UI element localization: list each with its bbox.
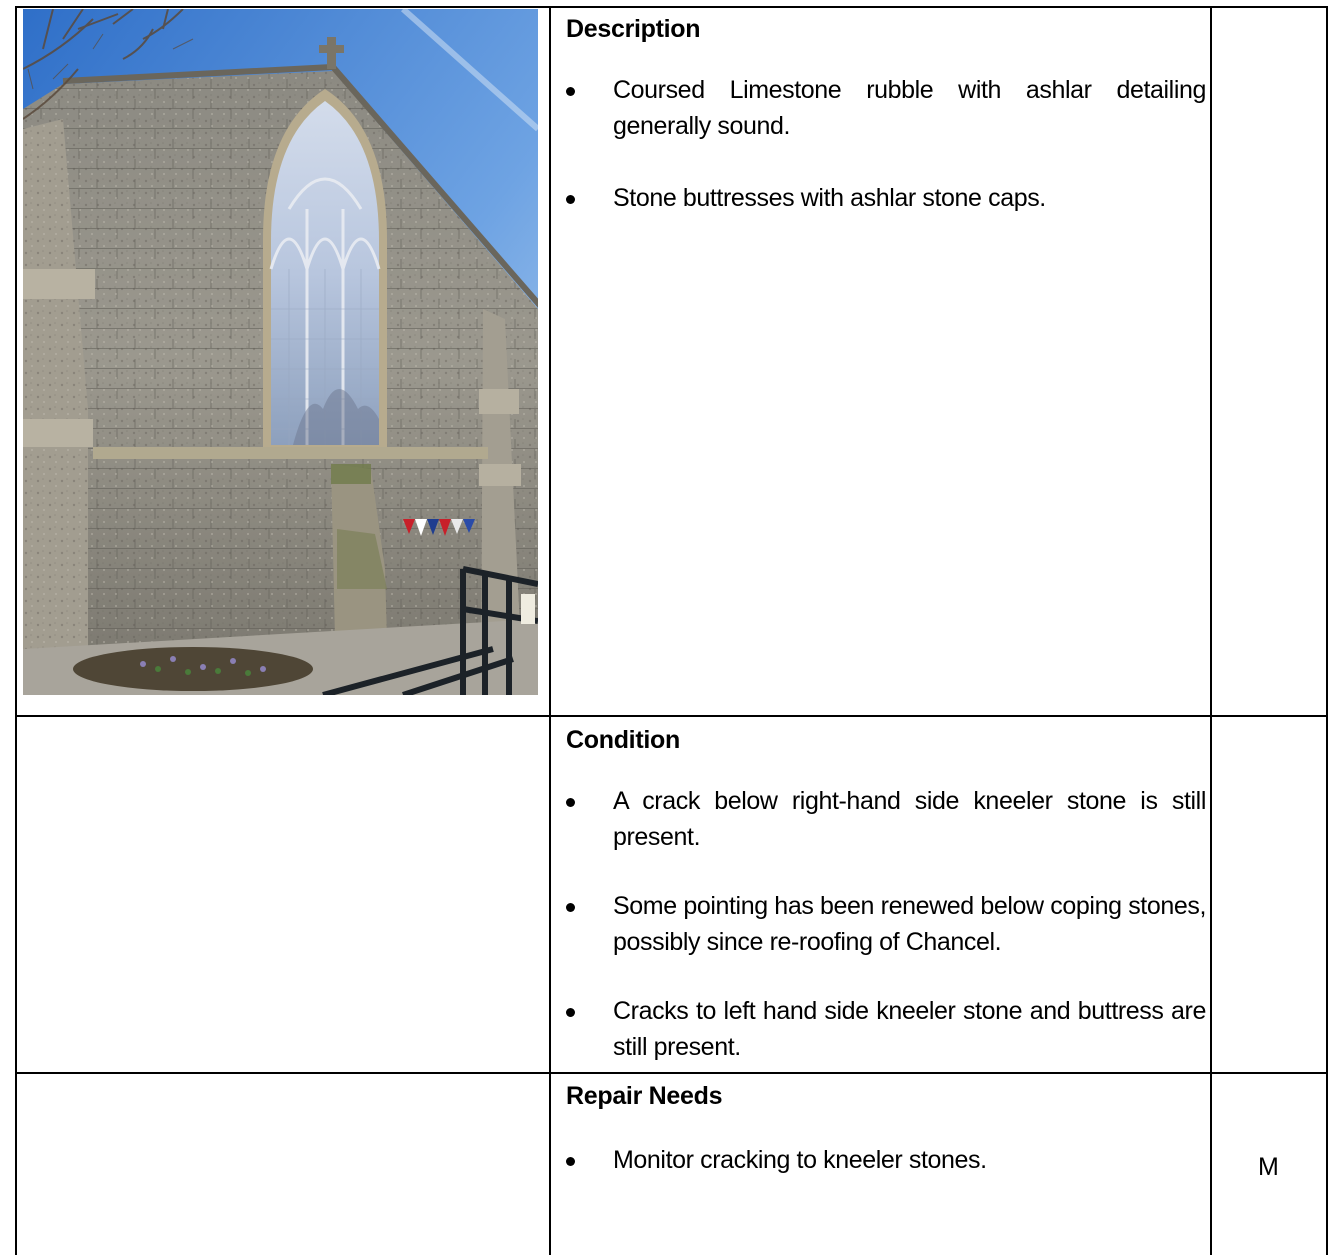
condition-item: A crack below right-hand side kneeler stone is still present. bbox=[566, 783, 1206, 888]
bullet-icon bbox=[566, 1008, 575, 1017]
repair-heading: Repair Needs bbox=[566, 1082, 723, 1110]
repair-section bbox=[566, 1081, 1206, 1178]
church-gable-photo bbox=[23, 9, 538, 695]
repair-item: Monitor cracking to kneeler stones. bbox=[566, 1142, 1206, 1178]
description-item: Stone buttresses with ashlar stone caps. bbox=[566, 180, 1206, 216]
bullet-icon bbox=[566, 798, 575, 807]
table-border-right bbox=[1326, 6, 1328, 1255]
condition-heading: Condition bbox=[566, 726, 680, 754]
table-divider-row2 bbox=[15, 1072, 1328, 1074]
bullet-icon bbox=[566, 1157, 575, 1166]
condition-item: Cracks to left hand side kneeler stone and buttress are still present. bbox=[566, 993, 1206, 1065]
table-divider-col2 bbox=[1210, 6, 1212, 1255]
table-divider-col1 bbox=[549, 6, 551, 1255]
table-border-left bbox=[15, 6, 17, 1255]
bullet-icon bbox=[566, 195, 575, 204]
description-heading: Description bbox=[566, 15, 701, 43]
description-item: Coursed Limestone rubble with ashlar detailing generally sound. bbox=[566, 72, 1206, 180]
priority-code: M bbox=[1258, 1153, 1279, 1181]
description-list bbox=[566, 72, 1206, 216]
table-border-top bbox=[15, 6, 1328, 8]
bullet-icon bbox=[566, 903, 575, 912]
bullet-icon bbox=[566, 87, 575, 96]
repair-list bbox=[566, 1142, 1206, 1178]
condition-item: Some pointing has been renewed below coping stones, possibly since re-roofing of Chancel. bbox=[566, 888, 1206, 993]
description-section bbox=[566, 14, 1206, 216]
condition-list bbox=[566, 783, 1206, 1065]
condition-section bbox=[566, 725, 1206, 1065]
table-divider-row1 bbox=[15, 715, 1328, 717]
